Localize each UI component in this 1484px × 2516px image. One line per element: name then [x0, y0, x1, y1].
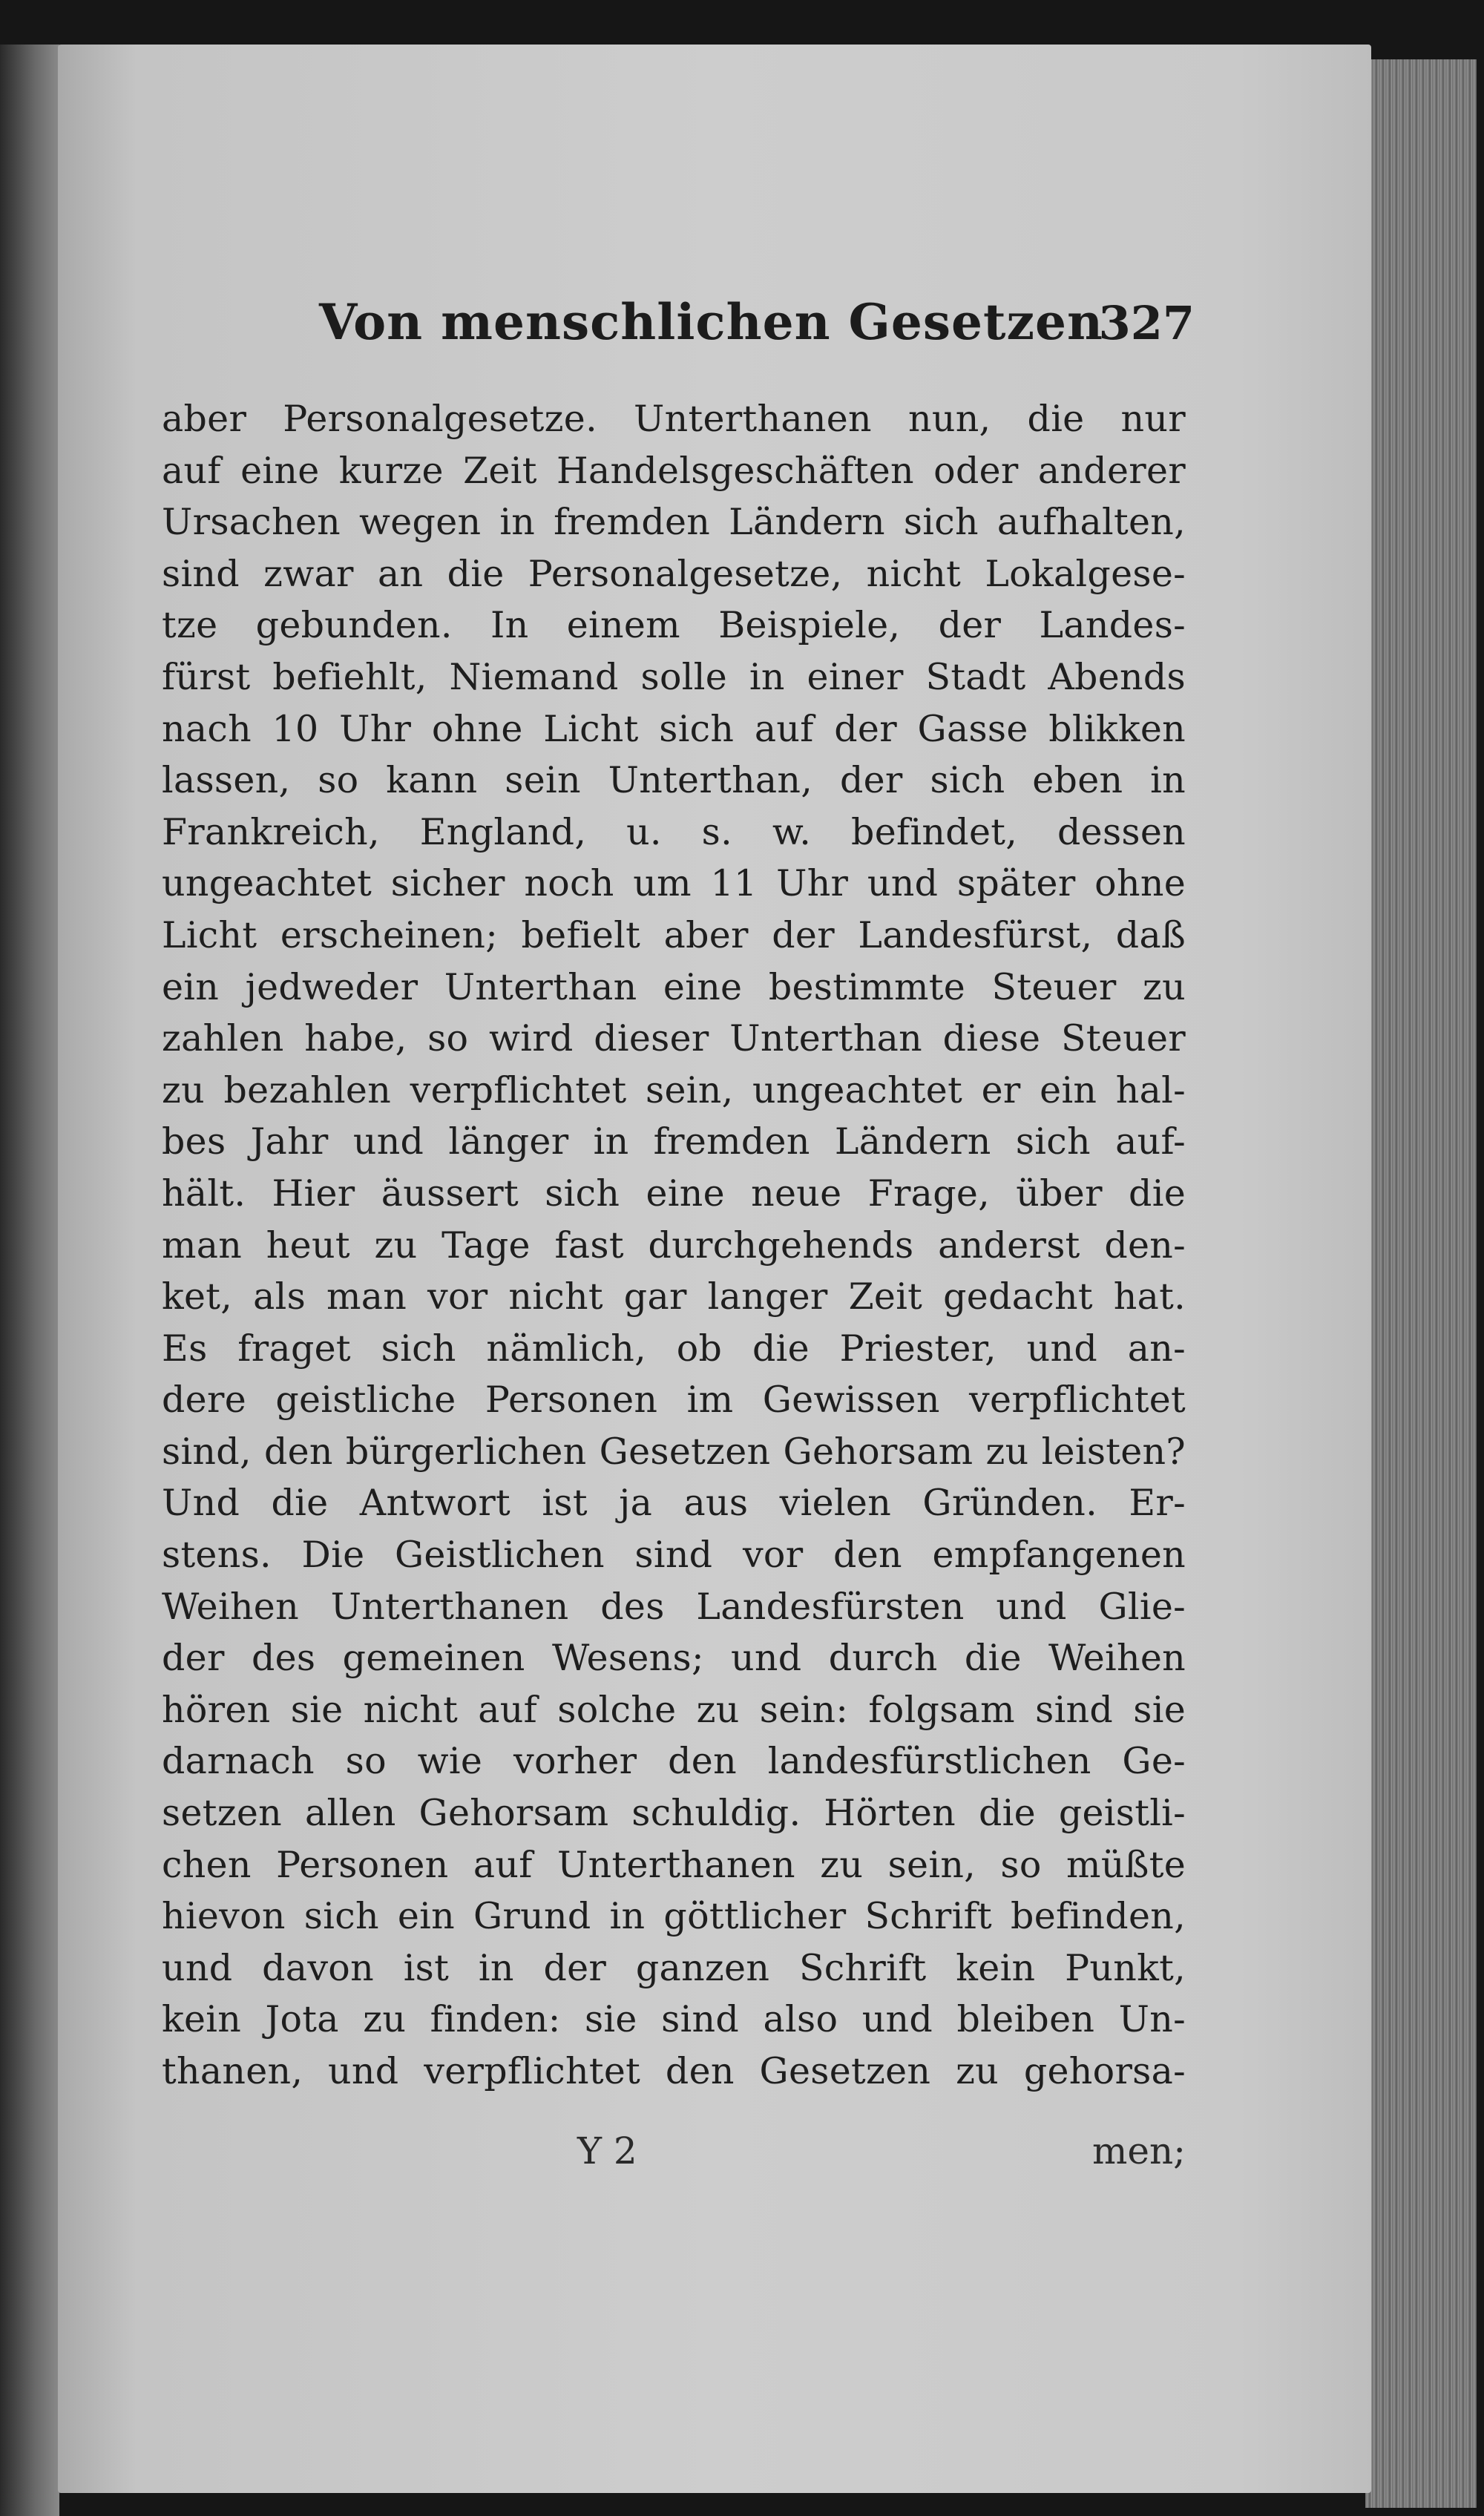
text-line: zu bezahlen verpflichtet sein, ungeachtet er ein hal-	[162, 1068, 1186, 1111]
text-line: der des gemeinen Wesens; und durch die Weihen	[162, 1637, 1186, 1680]
signature-mark: Y 2	[577, 2129, 637, 2172]
text-line: Und die Antwort ist ja aus vielen Gründen. Er-	[162, 1482, 1186, 1525]
text-line: man heut zu Tage fast durchgehends anderst den-	[162, 1223, 1186, 1267]
page-footer	[162, 2129, 1186, 2189]
text-line: thanen, und verpflichtet den Gesetzen zu gehorsa-	[162, 2050, 1186, 2092]
text-line: ein jedweder Unterthan eine bestimmte Steuer zu	[162, 965, 1186, 1008]
text-line: auf eine kurze Zeit Handelsgeschäften oder anderer	[162, 449, 1186, 492]
running-title: Von menschlichen Gesetzen	[319, 293, 1103, 351]
text-line: bes Jahr und länger in fremden Ländern sich auf-	[162, 1120, 1186, 1163]
body-text	[162, 393, 1186, 2098]
text-line: Licht erscheinen; befielt aber der Landesfürst, daß	[162, 913, 1186, 956]
text-line: setzen allen Gehorsam schuldig. Hörten die geistli-	[162, 1792, 1186, 1835]
book-fore-edge	[1365, 59, 1477, 2508]
text-line: darnach so wie vorher den landesfürstlichen Ge-	[162, 1740, 1186, 1783]
text-line: chen Personen auf Unterthanen zu sein, so müßte	[162, 1843, 1186, 1886]
page-number: 327	[1098, 296, 1195, 350]
page-header	[319, 293, 1195, 382]
text-line: fürst befiehlt, Niemand solle in einer Stadt Abends	[162, 655, 1186, 698]
text-line: und davon ist in der ganzen Schrift kein Punkt,	[162, 1946, 1186, 1989]
text-line: lassen, so kann sein Unterthan, der sich eben in	[162, 759, 1186, 802]
text-line: hören sie nicht auf solche zu sein: folgsam sind sie	[162, 1688, 1186, 1731]
text-line: ket, als man vor nicht gar langer Zeit gedacht hat.	[162, 1275, 1186, 1318]
text-line: zahlen habe, so wird dieser Unterthan diese Steuer	[162, 1017, 1186, 1060]
text-line: Frankreich, England, u. s. w. befindet, dessen	[162, 810, 1186, 853]
text-line: ungeachtet sicher noch um 11 Uhr und später ohne	[162, 862, 1186, 905]
text-line: sind, den bürgerlichen Gesetzen Gehorsam zu leisten?	[162, 1430, 1186, 1473]
text-line: sind zwar an die Personalgesetze, nicht Lokalgese-	[162, 552, 1186, 595]
text-line: Es fraget sich nämlich, ob die Priester, und an-	[162, 1327, 1186, 1370]
text-line: aber Personalgesetze. Unterthanen nun, die nur	[162, 398, 1186, 440]
text-line: Weihen Unterthanen des Landesfürsten und Glie-	[162, 1585, 1186, 1628]
text-line: stens. Die Geistlichen sind vor den empfangenen	[162, 1534, 1186, 1577]
text-line: hält. Hier äussert sich eine neue Frage, über die	[162, 1172, 1186, 1215]
text-line: kein Jota zu finden: sie sind also und bleiben Un-	[162, 1998, 1186, 2041]
text-line: tze gebunden. In einem Beispiele, der Landes-	[162, 604, 1186, 647]
text-line: dere geistliche Personen im Gewissen verpflichtet	[162, 1379, 1186, 1422]
catchword: men;	[1091, 2129, 1186, 2172]
text-line: nach 10 Uhr ohne Licht sich auf der Gasse blikken	[162, 707, 1186, 750]
text-line: hievon sich ein Grund in göttlicher Schrift befinden,	[162, 1895, 1186, 1938]
left-page-edge	[0, 45, 59, 2516]
text-line: Ursachen wegen in fremden Ländern sich aufhalten,	[162, 501, 1186, 544]
